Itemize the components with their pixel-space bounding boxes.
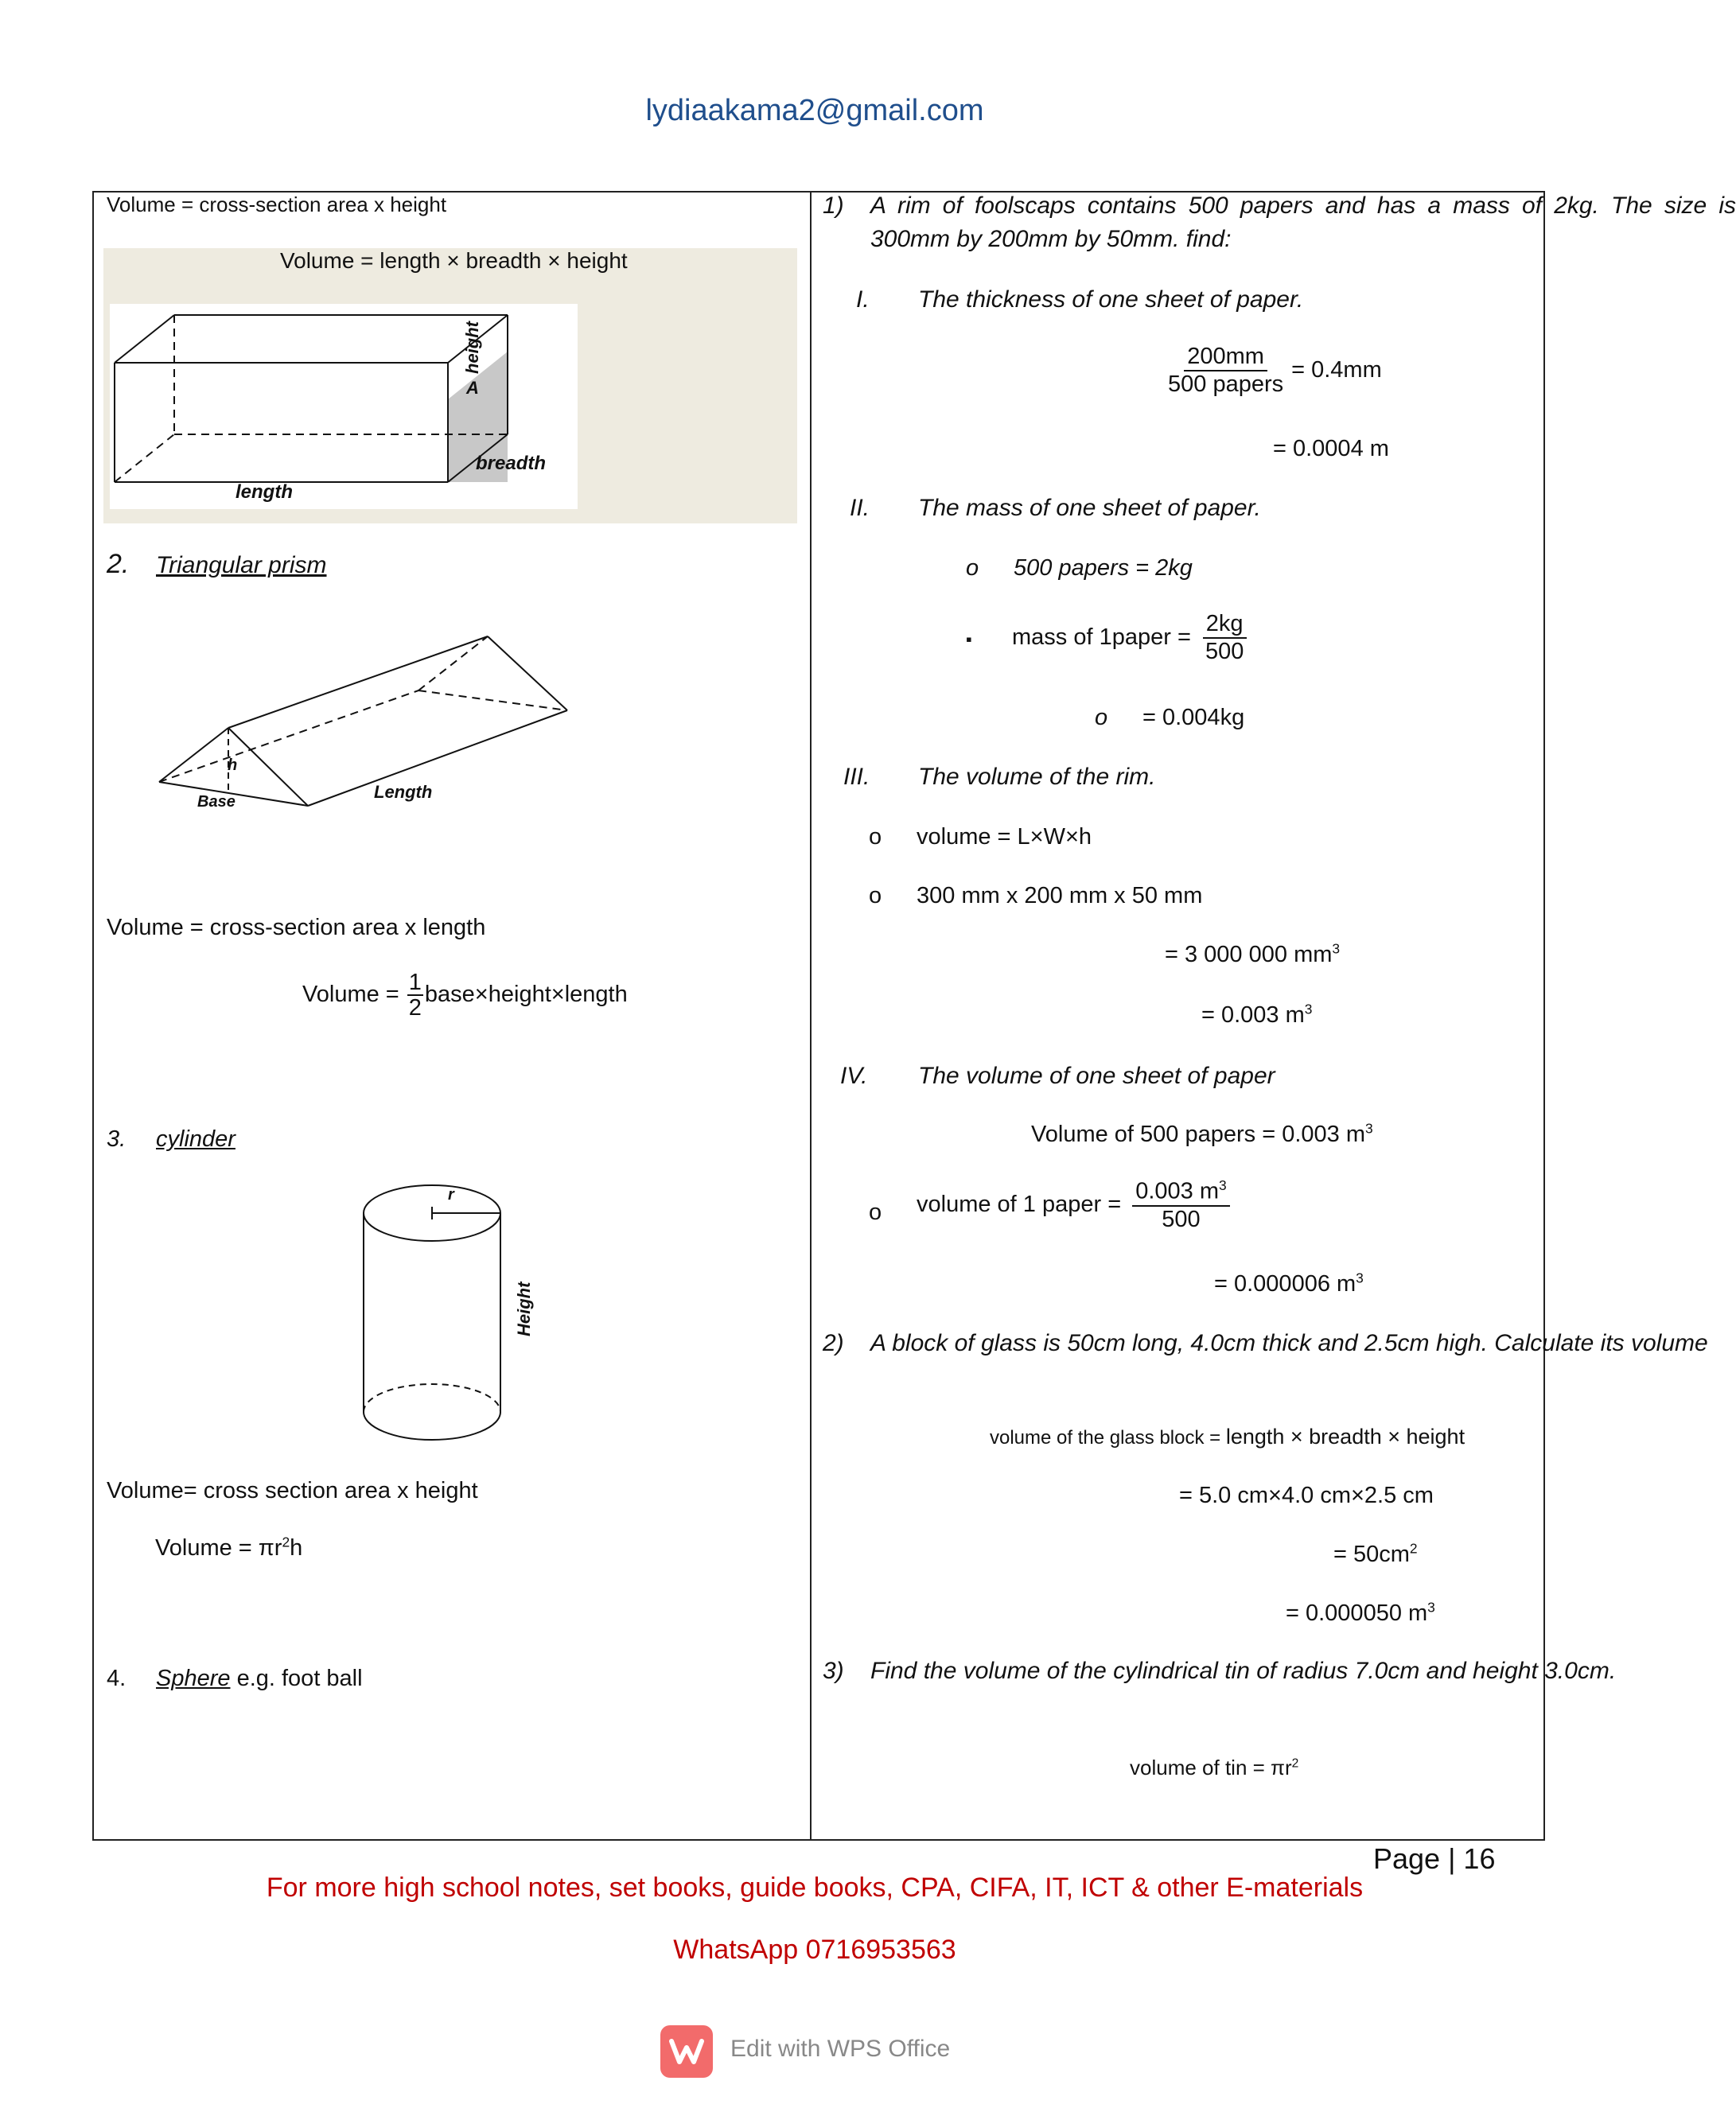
cylinder-title: cylinder (156, 1126, 235, 1152)
q3-line-1: volume of tin = $\pi r^2$ (1130, 1756, 1299, 1779)
q1-iii-line-2: 300 mm x 200 mm x 50 mm (917, 883, 1203, 908)
column-divider (810, 191, 812, 1841)
q1-iii-text: The volume of the rim. (918, 764, 1156, 790)
prism-diagram (155, 632, 577, 815)
q1-iv-bullet-2: o (869, 1200, 882, 1225)
cylinder-diagram (362, 1181, 521, 1444)
header-email: lydiaakama2@gmail.com (645, 94, 984, 127)
q1-iv-text: The volume of one sheet of paper (918, 1063, 1275, 1089)
cuboid-label-a: A (466, 378, 479, 398)
prism-formula-2: Volume = $\frac{1}{2}$ base×height×length (302, 970, 628, 1021)
q1-iv-line-3: = 0.000006 $m^3$ (1214, 1270, 1364, 1297)
cuboid-diagram (110, 304, 578, 509)
q1-iii-label: III. (843, 764, 870, 790)
prism-label-length: Length (374, 782, 433, 802)
cylinder-label-height: Height (514, 1282, 534, 1336)
sphere-title: Sphere (156, 1666, 231, 1691)
q1-number: 1) (823, 193, 844, 219)
q1-iii-bullet-1: o (869, 824, 882, 850)
prism-formula-1: Volume = cross-section area x length (107, 915, 486, 940)
cylinder-number: 3. (107, 1126, 127, 1152)
q1-i-result-2: = 0.0004 m (1273, 436, 1389, 461)
q2-line-4: = 0.000050 $m^3$ (1286, 1599, 1435, 1626)
q1-iii-line-3: = 3 000 000 $mm^3$ (1165, 940, 1341, 967)
q1-i-label: I. (856, 286, 870, 313)
cylinder-formula-2: Volume = $\pi r^2h$ (155, 1534, 303, 1561)
q2-line-2: = 5.0 cm×4.0 cm×2.5 cm (1179, 1483, 1434, 1508)
page-number: Page | 16 (1373, 1842, 1496, 1875)
q2-number: 2) (823, 1330, 844, 1356)
q1-ii-line-2: mass of 1paper = $\frac{2kg}{500}$ (1012, 611, 1251, 666)
q3-text: Find the volume of the cylindrical tin of radius 7.0cm and height 3.0cm. (870, 1658, 1617, 1684)
q1-ii-bullet-3: o (1095, 705, 1108, 730)
q1-ii-text: The mass of one sheet of paper. (918, 495, 1261, 521)
cylinder-formula-1: Volume= cross section area x height (107, 1478, 478, 1503)
wps-logo-icon[interactable] (660, 2025, 713, 2078)
prism-title: Triangular prism (156, 552, 327, 578)
prism-label-h: h (228, 756, 238, 774)
q1-i-calc: $\frac{200mm}{\text{500 papers}}$ = 0.4mm (1168, 344, 1382, 398)
prism-number: 2. (107, 549, 130, 579)
q1-text: A rim of foolscaps contains 500 papers and has a mass of 2kg. The size is 300mm by 200mm by 50mm. find: (870, 193, 1736, 252)
q1-iii-line-4: = 0.003 $m^3$ (1201, 1001, 1313, 1028)
q1-ii-line-3: = 0.004kg (1142, 705, 1245, 730)
q1-ii-line-1: 500 papers = 2kg (1014, 555, 1193, 581)
cuboid-label-length: length (235, 481, 293, 503)
promo-text: For more high school notes, set books, guide books, CPA, CIFA, IT, ICT & other E-materials (266, 1873, 1364, 1903)
cuboid-label-breadth: breadth (476, 453, 547, 474)
q1-ii-label: II. (850, 495, 870, 521)
cuboid-label-height: height (462, 321, 482, 374)
sphere-line: Sphere e.g. foot ball (156, 1666, 363, 1691)
q1-ii-bullet-2: ▪ (966, 629, 972, 649)
q2-line-3: = $50cm^2$ (1333, 1540, 1418, 1567)
q1-iii-line-1: volume = L×W×h (917, 824, 1092, 850)
q2-line-1: volume of the glass block = length × breadth × height (990, 1425, 1465, 1449)
q1-i-text: The thickness of one sheet of paper. (918, 286, 1304, 313)
sphere-number: 4. (107, 1666, 127, 1691)
q1-iii-bullet-2: o (869, 883, 882, 908)
cuboid-formula-box: Volume = length × breadth × height (280, 248, 628, 273)
wps-edit-link[interactable]: Edit with WPS Office (730, 2036, 951, 2062)
q1-iv-label: IV. (840, 1063, 868, 1089)
q1-iv-line-1: Volume of 500 papers = 0.003 $m^3$ (1031, 1120, 1373, 1147)
q3-number: 3) (823, 1658, 844, 1684)
cylinder-label-r: r (448, 1186, 454, 1204)
q2-text: A block of glass is 50cm long, 4.0cm thick and 2.5cm high. Calculate its volume (870, 1330, 1708, 1356)
whatsapp-text: WhatsApp 0716953563 (673, 1935, 956, 1965)
cuboid-formula-top: Volume = cross-section area x height (107, 193, 447, 216)
q1-iv-line-2: volume of 1 paper = $\frac{0.003 m^3}{500}$ (917, 1177, 1235, 1233)
q1-ii-bullet-1: o (966, 555, 979, 581)
prism-label-base: Base (197, 793, 235, 811)
